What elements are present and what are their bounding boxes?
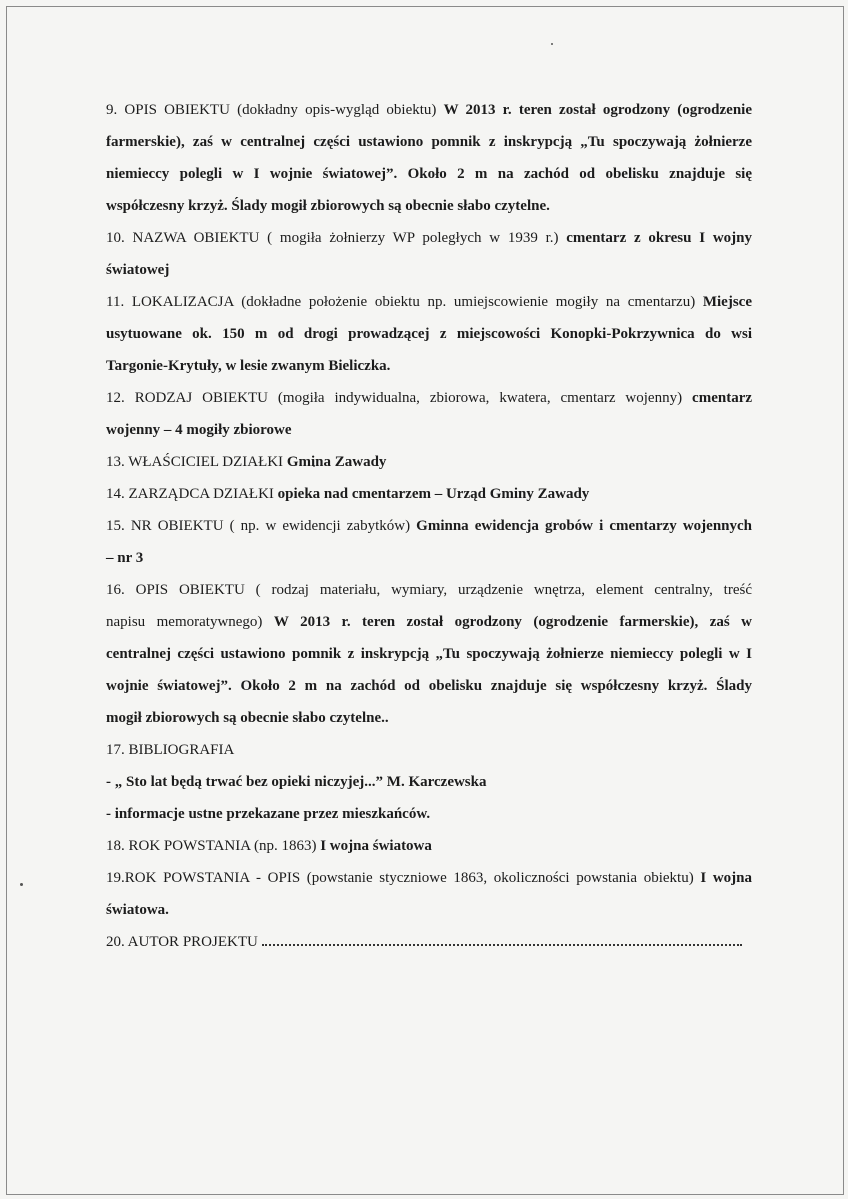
section-18-value: I wojna światowa (320, 838, 432, 854)
section-11-line-3: Targonie-Krytuły, w lesie zwanym Bieliczka. (106, 358, 391, 374)
section-9-label: 9. OPIS OBIEKTU (dokładny opis-wygląd obiektu) (106, 102, 437, 118)
section-19 (106, 862, 752, 926)
section-9-line-3: niemieccy polegli w I wojnie światowej”. Około 2 m na zachód od obelisku znajduje się (106, 166, 752, 182)
section-9-line-4: współczesny krzyż. Ślady mogił zbiorowych są obecnie słabo czytelne. (106, 198, 550, 214)
section-16-value: W 2013 r. teren został ogrodzony (ogrodzenie farmerskie), zaś w (273, 614, 752, 630)
section-19-value: I wojna (700, 870, 752, 886)
section-20-label: 20. AUTOR PROJEKTU (106, 934, 258, 950)
section-10-value: cmentarz z okresu I wojny (566, 230, 752, 246)
section-10-label: 10. NAZWA OBIEKTU ( mogiła żołnierzy WP poległych w 1939 r.) (106, 230, 559, 246)
bibliography-item-2: - informacje ustne przekazane przez mieszkańców. (106, 806, 431, 822)
section-16-label-end: napisu memoratywnego) (106, 614, 263, 630)
section-17-label: 17. BIBLIOGRAFIA (106, 742, 235, 758)
section-14 (106, 478, 752, 510)
section-19-line-2: światowa. (106, 902, 169, 918)
section-11 (106, 286, 752, 382)
section-9-line-2: farmerskie), zaś w centralnej części ustawiono pomnik z inskrypcją „Tu spoczywają żołnierze (106, 134, 752, 150)
section-15-value: Gminna ewidencja grobów i cmentarzy wojennych (416, 518, 752, 534)
section-15-line-2: – nr 3 (106, 550, 144, 566)
section-18-label: 18. ROK POWSTANIA (np. 1863) (106, 838, 317, 854)
section-9-value: W 2013 r. teren został ogrodzony (ogrodzenie (443, 102, 752, 118)
section-12-line-2: wojenny – 4 mogiły zbiorowe (106, 422, 292, 438)
section-17 (106, 734, 752, 830)
scan-speck (551, 43, 553, 45)
section-12 (106, 382, 752, 446)
section-9 (106, 94, 752, 222)
section-18 (106, 830, 752, 862)
section-16-label: 16. OPIS OBIEKTU ( rodzaj materiału, wymiary, urządzenie wnętrza, element centralny, treść (106, 582, 752, 598)
section-15 (106, 510, 752, 574)
section-13-label: 13. WŁAŚCICIEL DZIAŁKI (106, 454, 284, 470)
section-10-line-2: światowej (106, 262, 170, 278)
section-20 (106, 926, 752, 958)
document-body (106, 94, 752, 958)
section-16-line-5: mogił zbiorowych są obecnie słabo czytelne.. (106, 710, 389, 726)
scan-speck (20, 883, 23, 886)
section-13-value: Gmina Zawady (286, 454, 387, 470)
section-15-label: 15. NR OBIEKTU ( np. w ewidencji zabytków) (106, 518, 411, 534)
section-11-line-2: usytuowane ok. 150 m od drogi prowadzącej z miejscowości Konopki-Pokrzywnica do wsi (106, 326, 752, 342)
section-16-line-3: centralnej części ustawiono pomnik z inskrypcją „Tu spoczywają żołnierze niemieccy polegli w I (106, 646, 752, 662)
section-13 (106, 446, 752, 478)
author-dotted-line (262, 934, 742, 946)
bibliography-item-1: - „ Sto lat będą trwać bez opieki niczyjej...” M. Karczewska (106, 774, 487, 790)
section-16 (106, 574, 752, 734)
section-12-value: cmentarz (692, 390, 752, 406)
section-14-label: 14. ZARZĄDCA DZIAŁKI (106, 486, 274, 502)
section-11-label: 11. LOKALIZACJA (dokładne położenie obiektu np. umiejscowienie mogiły na cmentarzu) (106, 294, 696, 310)
section-14-value: opieka nad cmentarzem – Urząd Gminy Zawady (277, 486, 590, 502)
section-19-label: 19.ROK POWSTANIA - OPIS (powstanie styczniowe 1863, okoliczności powstania obiektu) (106, 870, 694, 886)
section-11-value: Miejsce (702, 294, 752, 310)
section-12-label: 12. RODZAJ OBIEKTU (mogiła indywidualna, zbiorowa, kwatera, cmentarz wojenny) (106, 390, 683, 406)
section-10 (106, 222, 752, 286)
section-16-line-4: wojnie światowej”. Około 2 m na zachód od obelisku znajduje się współczesny krzyż. Ślady (106, 678, 752, 694)
